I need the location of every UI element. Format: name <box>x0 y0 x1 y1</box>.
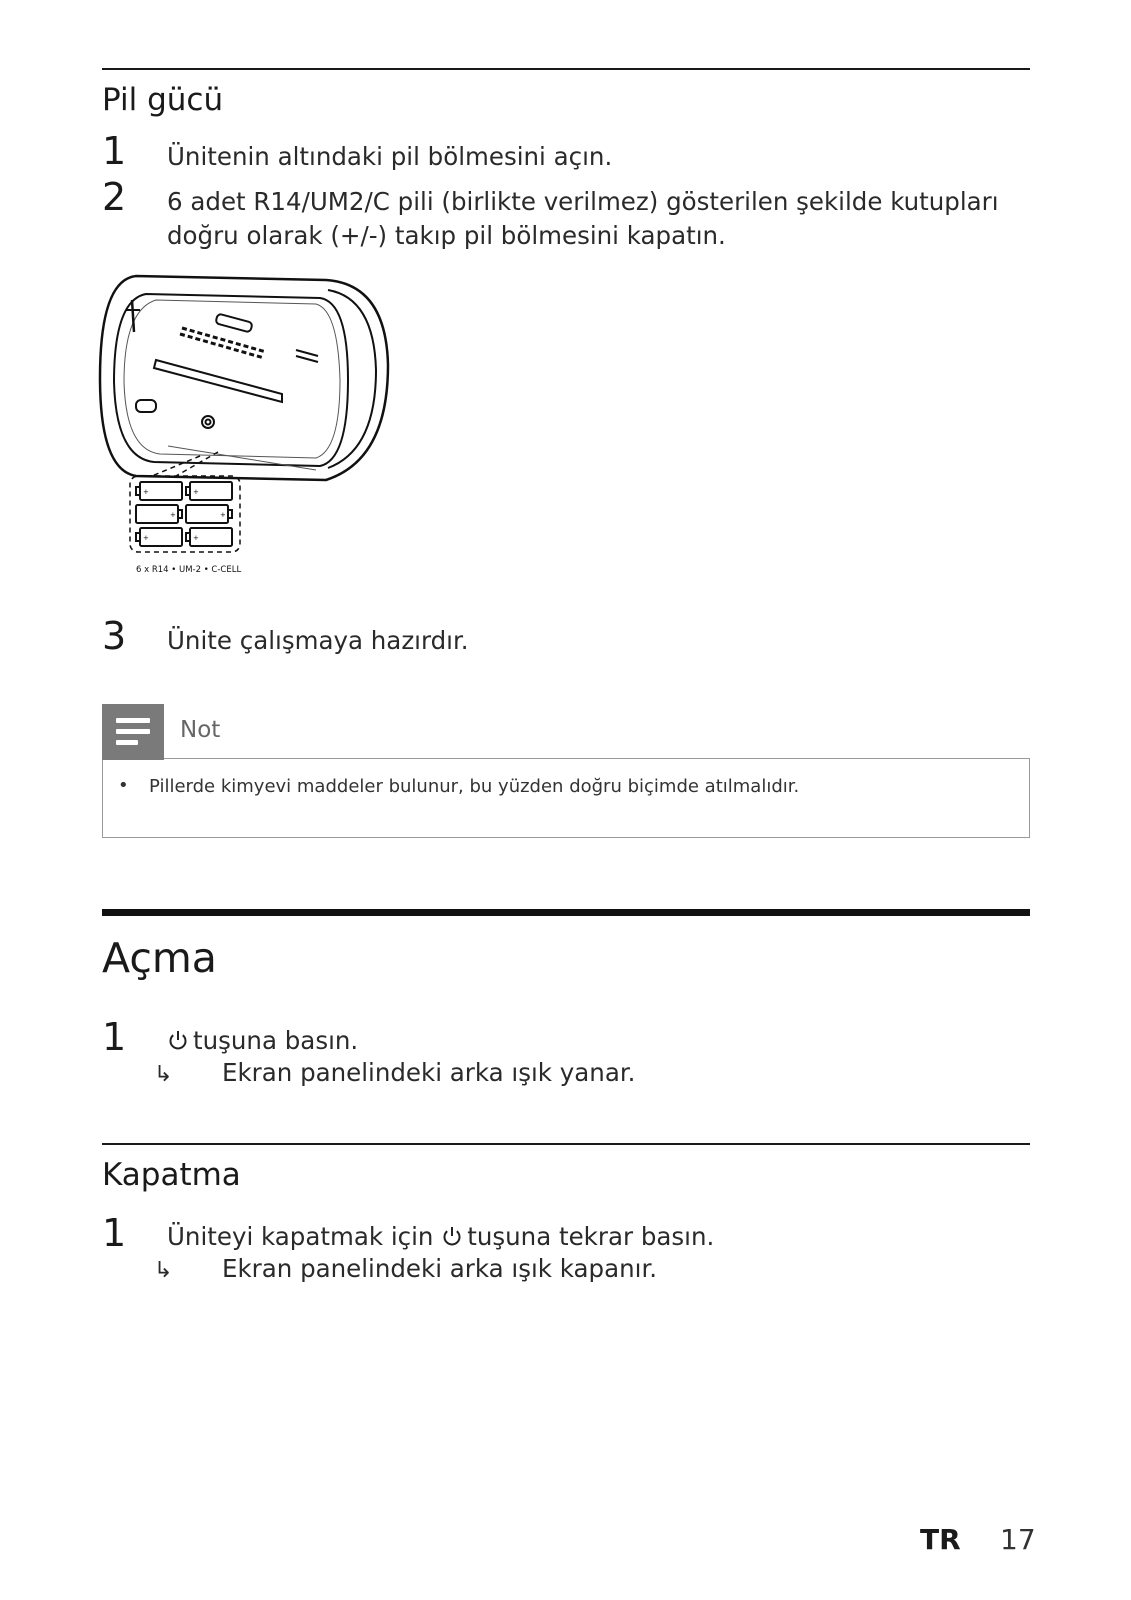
note-lines-icon <box>102 704 164 760</box>
power-on-step-number: 1 <box>102 1015 127 1059</box>
power-icon <box>441 1225 463 1247</box>
note-text: Pillerde kimyevi maddeler bulunur, bu yüzden doğru biçimde atılmalıdır. <box>149 776 800 797</box>
battery-sign-4: + <box>220 511 226 519</box>
footer-page-number: 17 <box>1000 1523 1036 1556</box>
step-2-number: 2 <box>102 175 127 219</box>
power-off-section-title: Kapatma <box>102 1157 241 1193</box>
battery-sign-2: + <box>193 488 199 496</box>
section-rule-power-off <box>102 1143 1030 1145</box>
power-icon <box>167 1029 189 1051</box>
power-off-step <box>167 1220 714 1254</box>
power-on-step <box>167 1024 358 1058</box>
battery-sign-6: + <box>193 534 199 542</box>
step-2-text-line-1: 6 adet R14/UM2/C pili (birlikte verilmez) gösterilen şekilde kutupları <box>167 187 999 216</box>
step-2-text-line-2: doğru olarak (+/-) takıp pil bölmesini kapatın. <box>167 221 726 250</box>
power-on-result-text: Ekran panelindeki arka ışık yanar. <box>222 1058 636 1087</box>
battery-sign-5: + <box>143 534 149 542</box>
step-3-number: 3 <box>102 614 127 658</box>
battery-section-title: Pil gücü <box>102 82 224 118</box>
note-label: Not <box>180 717 221 743</box>
battery-sign-1: + <box>143 488 149 496</box>
note-box <box>102 758 1030 838</box>
footer-language: TR <box>920 1523 961 1556</box>
note-bullet: • <box>118 775 129 796</box>
power-on-step-text: tuşuna basın. <box>193 1026 359 1055</box>
power-off-step-text-before: Üniteyi kapatmak için <box>167 1222 434 1251</box>
power-off-result-text: Ekran panelindeki arka ışık kapanır. <box>222 1254 658 1283</box>
section-rule-power-on <box>102 909 1030 916</box>
step-1-text: Ünitenin altındaki pil bölmesini açın. <box>167 142 613 171</box>
battery-compartment-illustration <box>96 270 396 590</box>
battery-sign-3: + <box>170 511 176 519</box>
power-off-step-number: 1 <box>102 1211 127 1255</box>
power-off-step-text-after: tuşuna tekrar basın. <box>467 1222 715 1251</box>
illustration-caption: 6 x R14 • UM-2 • C-CELL <box>136 565 242 575</box>
power-off-result-arrow: ↳ <box>154 1258 173 1283</box>
power-on-result-arrow: ↳ <box>154 1062 173 1087</box>
power-on-section-title: Açma <box>102 934 217 982</box>
section-rule-battery <box>102 68 1030 70</box>
note-tab <box>102 704 164 760</box>
step-1-number: 1 <box>102 129 127 173</box>
step-3-text: Ünite çalışmaya hazırdır. <box>167 626 469 655</box>
